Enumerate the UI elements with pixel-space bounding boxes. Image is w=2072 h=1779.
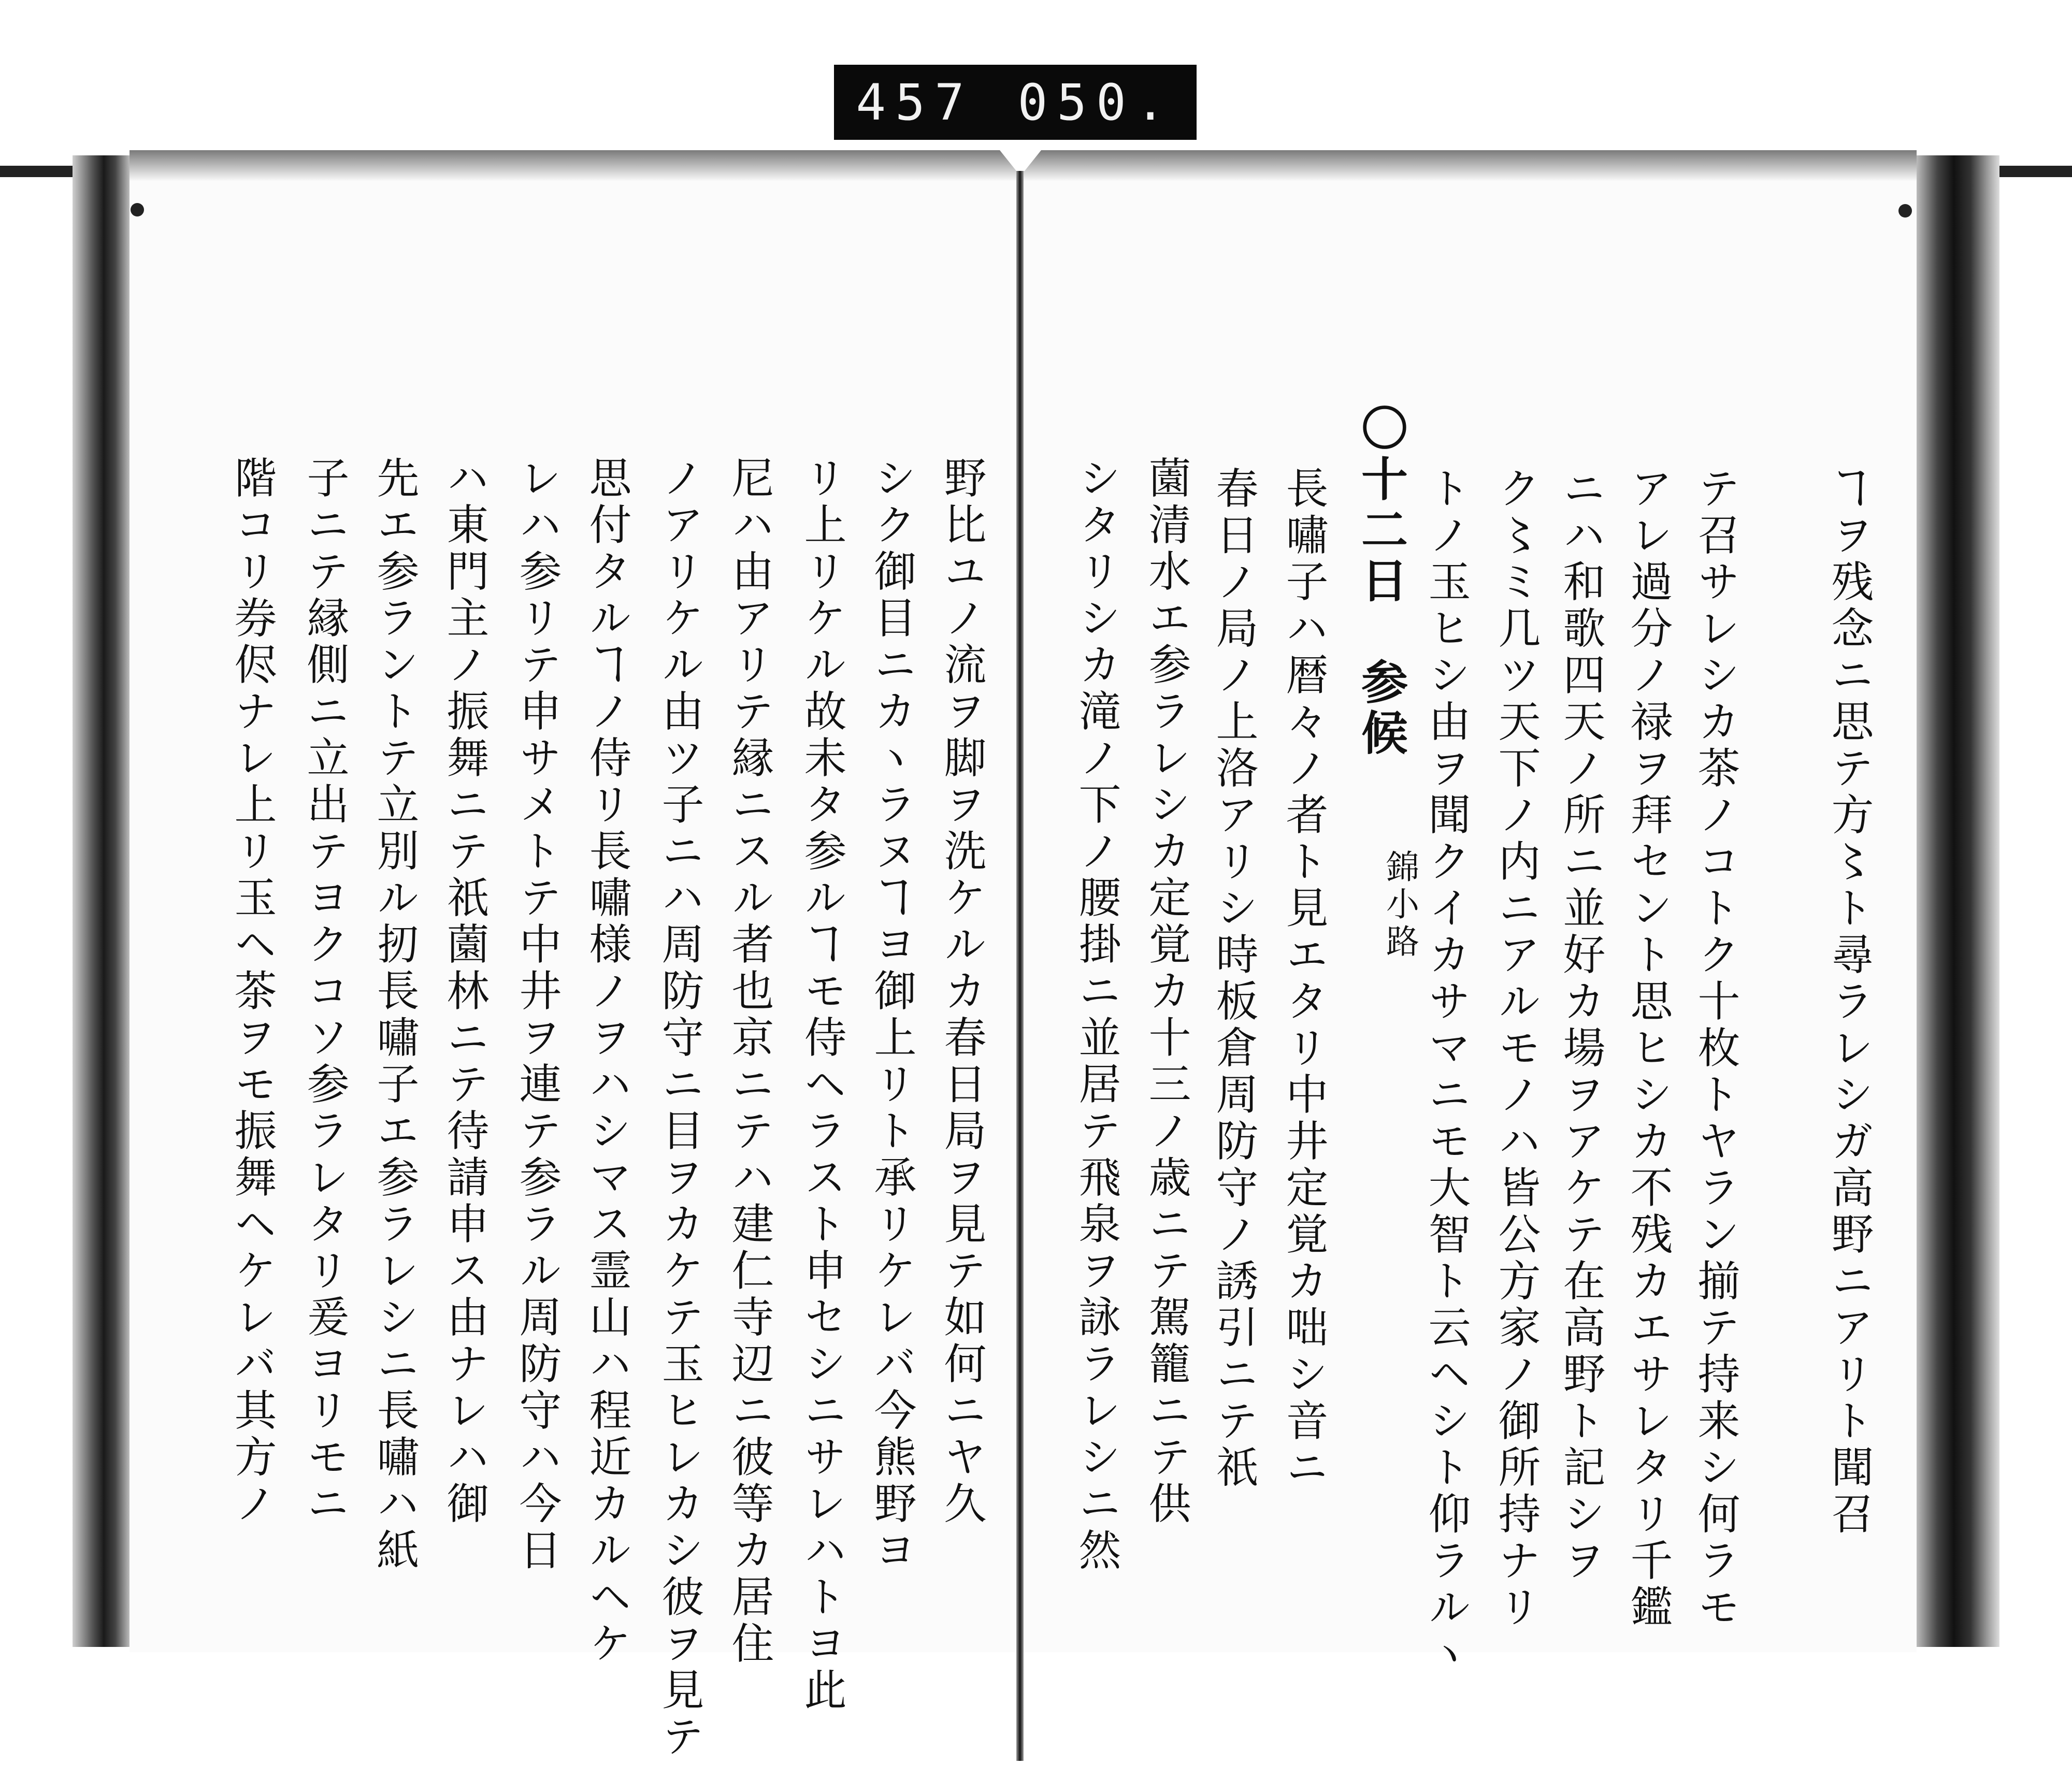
reel-number: 457 <box>856 73 974 132</box>
right-page-edge <box>1917 155 1999 1647</box>
right-page-line: 春日ノ局ノ上洛アリシ時板倉周防守ノ誘引ニテ祇 <box>1209 466 1258 1492</box>
right-page-line: ニハ和歌四天ノ所ニ並好カ場ヲアケテ在高野ト記シヲ <box>1556 466 1605 1585</box>
right-page-line: トノ玉ヒシ由ヲ聞クイカサマニモ大智ト云ヘシト仰ラルヽ <box>1421 466 1471 1678</box>
right-page-entry-heading: 〇十二日 参候 <box>1353 404 1408 759</box>
left-page-line: リ上リケル故未タ参ルヿモ侍ヘラスト申セシニサレハトヨ此 <box>797 456 846 1714</box>
left-page-line: シク御目ニカヽラヌヿヨ御上リト承リケレバ今熊野ヨ <box>867 456 916 1574</box>
left-page-line: 階コリ券侭ナレ上リ玉ヘ茶ヲモ振舞ヘケレバ其方ノ <box>227 456 277 1528</box>
left-page-line: 野比ユノ流ヲ脚ヲ洗ケルカ春日局ヲ見テ如何ニヤ久 <box>937 456 986 1528</box>
right-page-line: ク〻ミ几ツ天下ノ内ニアルモノハ皆公方家ノ御所持ナリ <box>1491 466 1541 1631</box>
left-page-line: 尼ハ由アリテ縁ニスル者也京ニテハ建仁寺辺ニ彼等カ居住 <box>725 456 774 1668</box>
left-page-line: 先エ参ラントテ立別ル扨長嘯子エ参ラレシニ長嘯ハ紙 <box>370 456 419 1574</box>
left-page-edge <box>73 155 130 1647</box>
left-page-line: ノアリケル由ツ子ニハ周防守ニ目ヲカケテ玉ヒレカシ彼ヲ見テ <box>655 456 704 1761</box>
right-page-line: テ召サレシカ茶ノコトク十枚トヤラン揃テ持来シ何ラモ <box>1691 466 1740 1631</box>
binding-hole-icon <box>1898 204 1912 218</box>
right-page-line: アレ過分ノ禄ヲ拜セント思ヒシカ不残カエサレタリ千鑑 <box>1623 466 1673 1631</box>
binding-hole-icon <box>131 203 144 216</box>
book-gutter <box>1016 155 1024 1761</box>
left-page-line: 思付タルヿノ侍リ長嘯様ノヲハシマス霊山ハ程近カルヘケ <box>582 456 631 1668</box>
left-page-line: 子ニテ縁側ニ立出テヨクコソ参ラレタリ爰ヨリモニ <box>300 456 349 1528</box>
right-page-line: 長嘯子ハ暦々ノ者ト見エタリ中井定覚カ咄シ音ニ <box>1279 466 1328 1492</box>
frame-number-label <box>834 65 1197 140</box>
right-page-line: 薗清水エ参ラレシカ定覚カ十三ノ歳ニテ駕籠ニテ供 <box>1142 456 1191 1528</box>
frame-number: 050. <box>1017 73 1175 132</box>
right-page-line: シタリシカ滝ノ下ノ腰掛ニ並居テ飛泉ヲ詠ラレシニ然 <box>1072 456 1121 1574</box>
right-page-annotation: 錦小路 <box>1380 849 1419 961</box>
left-page-line: ハ東門主ノ振舞ニテ祇薗林ニテ待請申ス由ナレハ御 <box>440 456 489 1528</box>
right-page-line: ヿヲ残念ニ思テ方〻ト尋ラレシガ高野ニアリト聞召 <box>1824 466 1874 1538</box>
left-page-line: レハ参リテ申サメトテ中井ヲ連テ参ラル周防守ハ今日 <box>512 456 562 1574</box>
